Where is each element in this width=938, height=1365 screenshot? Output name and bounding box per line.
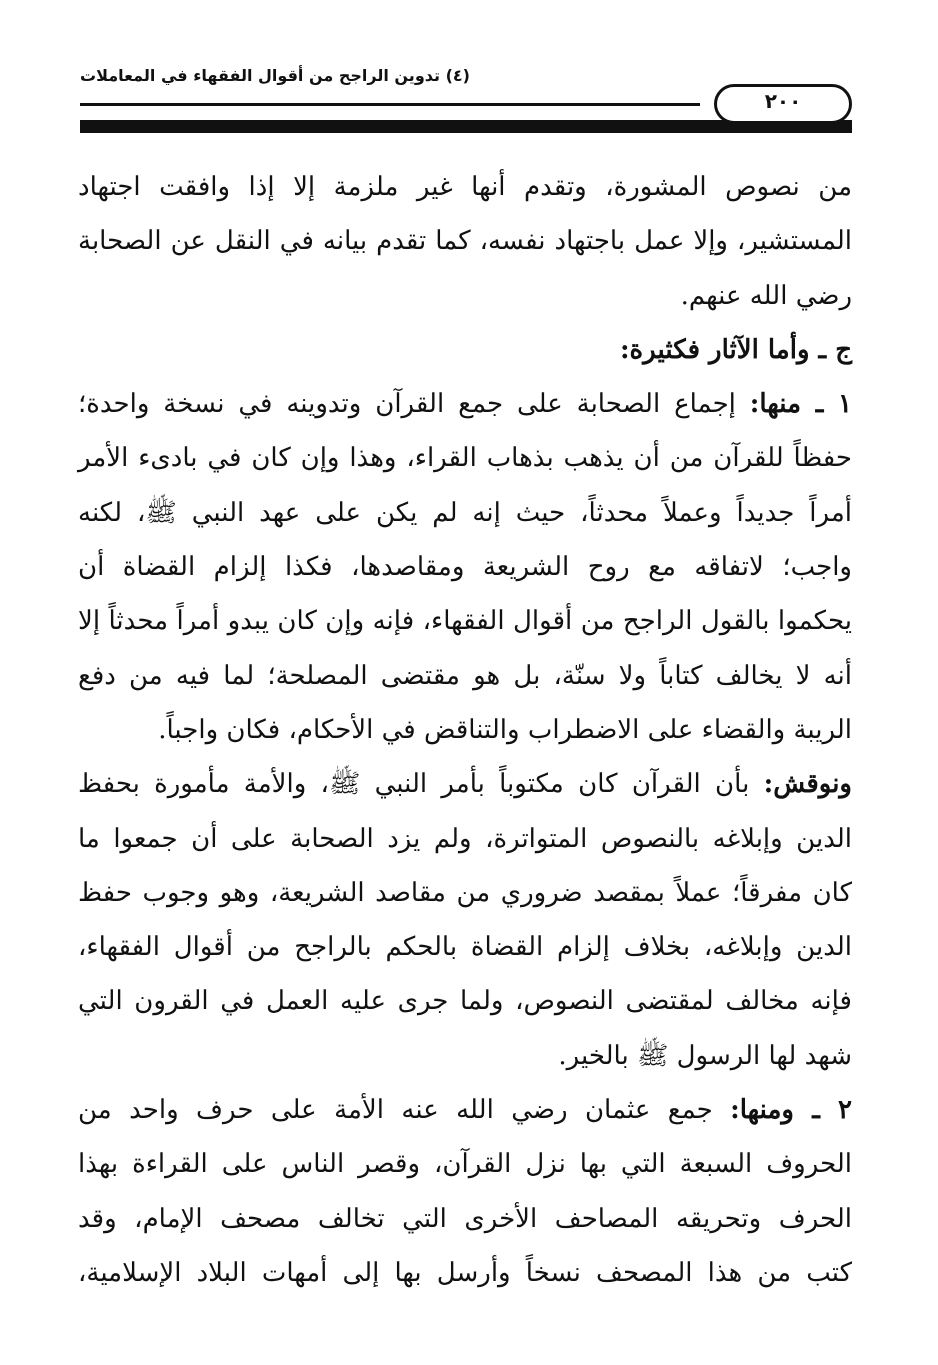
objection-label: ونوقش:: [763, 769, 852, 800]
text-line: الدين وإبلاغه بالنصوص المتواترة، ولم يزد الصحابة على أن جمعوا ما: [78, 823, 852, 854]
page-header: [80, 62, 852, 144]
text-span: بأن القرآن كان مكتوباً بأمر النبي ﷺ، والأمة مأمورة بحفظ: [78, 769, 764, 800]
text-span: جمع عثمان رضي الله عنه الأمة على حرف واحد من: [78, 1095, 731, 1126]
text-line: المستشير، وإلا عمل باجتهاد نفسه، كما تقدم بيانه في النقل عن الصحابة: [78, 226, 852, 257]
item-number-label: ١ ـ منها:: [749, 389, 852, 420]
text-line: رضي الله عنهم.: [680, 280, 852, 311]
text-line: الحرف وتحريقه المصاحف الأخرى التي تخالف مصحف الإمام، وقد: [78, 1203, 852, 1234]
text-line: [78, 377, 852, 431]
item-number-label: ٢ ـ ومنها:: [730, 1095, 852, 1126]
text-line: أنه لا يخالف كتاباً ولا سنّة، بل هو مقتضى المصلحة؛ لما فيه من دفع: [78, 660, 852, 691]
text-line: فإنه مخالف لمقتضى النصوص، ولما جرى عليه العمل في القرون التي: [78, 986, 852, 1017]
text-line: الحروف السبعة التي بها نزل القرآن، وقصر الناس على القراءة بهذا: [78, 1149, 852, 1180]
text-line: من نصوص المشورة، وتقدم أنها غير ملزمة إلا إذا وافقت اجتهاد: [78, 172, 852, 202]
text-line: حفظاً للقرآن من أن يذهب بذهاب القراء، وهذا وإن كان في بادىء الأمر: [78, 443, 852, 474]
body-text: [78, 160, 852, 1300]
text-line: شهد لها الرسول ﷺ بالخير.: [558, 1040, 852, 1071]
text-line: كان مفرقاً؛ عملاً بمقصد ضروري من مقاصد الشريعة، وهو وجوب حفظ: [78, 877, 852, 908]
text-line: الدين وإبلاغه، بخلاف إلزام القضاة بالحكم بالراجح من أقوال الفقهاء،: [78, 932, 852, 963]
text-line: [78, 1083, 852, 1137]
text-line: كتب من هذا المصحف نسخاً وأرسل بها إلى أمهات البلاد الإسلامية،: [78, 1257, 852, 1288]
text-line: أمراً جديداً وعملاً محدثاً، حيث إنه لم يكن على عهد النبي ﷺ، لكنه: [78, 497, 852, 528]
section-heading: [78, 323, 852, 377]
text-line: [78, 757, 852, 811]
header-thin-rule: [80, 103, 700, 106]
text-line: يحكموا بالقول الراجح من أقوال الفقهاء، فإنه وإن كان يبدو أمراً محدثاً إلا: [78, 606, 852, 637]
text-line: واجب؛ لاتفاقه مع روح الشريعة ومقاصدها، فكذا إلزام القضاة أن: [78, 552, 852, 583]
text-span: إجماع الصحابة على جمع القرآن وتدوينه في نسخة واحدة؛: [78, 389, 750, 420]
page-number: ٢٠٠: [764, 89, 802, 113]
section-heading-text: ج ـ وأما الآثار فكثيرة:: [619, 334, 852, 365]
page-number-frame: [714, 84, 852, 124]
text-line: الريبة والقضاء على الاضطراب والتناقض في الأحكام، فكان واجباً.: [158, 714, 852, 745]
running-title: (٤) تدوين الراجح من أقوال الفقهاء في المعاملات: [80, 66, 470, 85]
